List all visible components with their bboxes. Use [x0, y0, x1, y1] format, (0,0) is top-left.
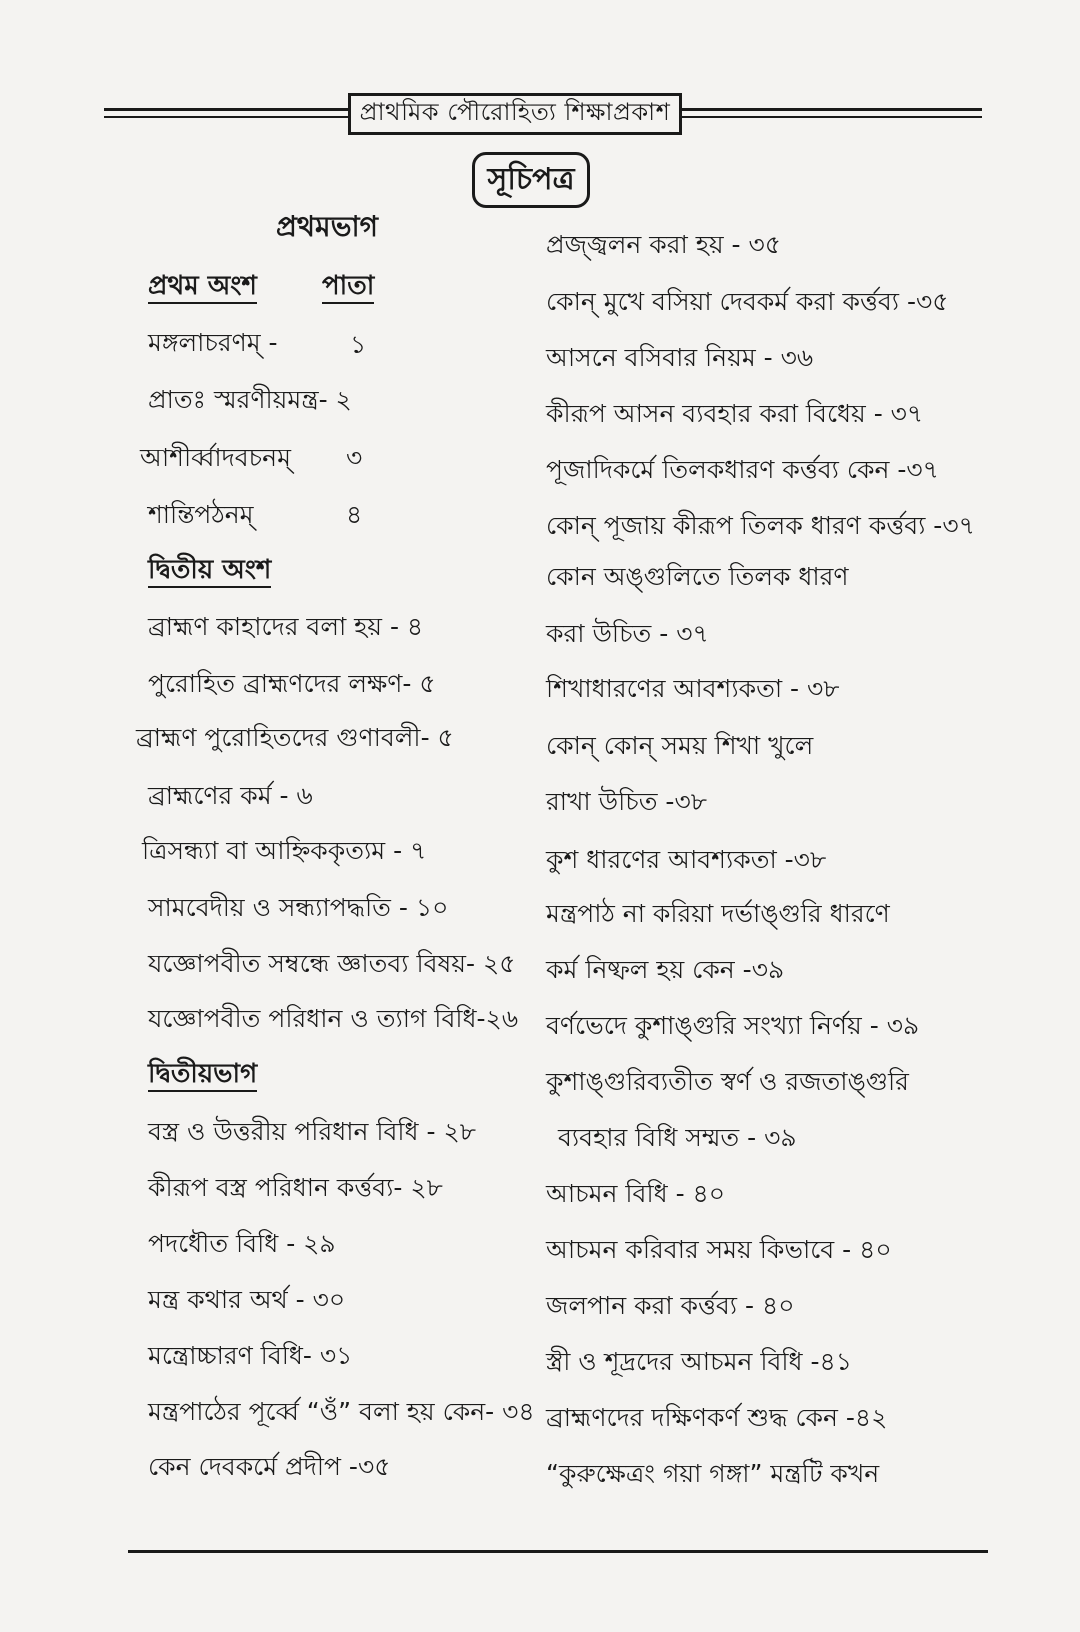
toc-entry: স্ত্রী ও শূদ্রদের আচমন বিধি -৪১ [546, 1347, 852, 1376]
toc-title: সূচিপত্র [472, 152, 590, 208]
toc-entry: “কুরুক্ষেত্রং গয়া গঙ্গা” মন্ত্রটি কখন [546, 1459, 880, 1488]
part2-heading [148, 1058, 257, 1090]
book-title-header: প্রাথমিক পৌরোহিত্য শিক্ষাপ্রকাশ [348, 93, 682, 135]
page-label-text: পাতা [322, 271, 374, 304]
toc-entry: মঙ্গলাচরণম্ - [148, 328, 278, 357]
toc-entry: কীরূপ আসন ব্যবহার করা বিধেয় - ৩৭ [546, 399, 924, 428]
toc-entry: কোন্ পূজায় কীরূপ তিলক ধারণ কর্ত্তব্য -৩৭ [546, 511, 975, 540]
toc-entry: কেন দেবকর্মে প্রদীপ -৩৫ [148, 1452, 391, 1481]
toc-entry: ব্রাহ্মণ পুরোহিতদের গুণাবলী- ৫ [136, 723, 454, 752]
toc-entry: কর্ম নিষ্ফল হয় কেন -৩৯ [546, 955, 785, 984]
toc-entry: মন্ত্র কথার অর্থ - ৩০ [148, 1285, 346, 1314]
toc-entry: পুরোহিত ব্রাহ্মণদের লক্ষণ- ৫ [148, 669, 436, 698]
toc-entry: আচমন করিবার সময় কিভাবে - ৪০ [546, 1235, 892, 1264]
part2-heading-text: দ্বিতীয়ভাগ [148, 1059, 257, 1092]
toc-entry: করা উচিত - ৩৭ [546, 619, 709, 648]
toc-entry: কীরূপ বস্ত্র পরিধান কর্ত্তব্য- ২৮ [148, 1173, 443, 1202]
footer-rule [128, 1550, 988, 1553]
toc-entry: ব্রাহ্মণ কাহাদের বলা হয় - ৪ [148, 612, 424, 641]
header-rule-right-thin [682, 116, 982, 118]
toc-entry: ত্রিসন্ধ্যা বা আহ্নিককৃত্যম - ৭ [142, 836, 427, 865]
toc-entry: কুশ ধারণের আবশ্যকতা -৩৮ [546, 845, 827, 874]
toc-entry: রাখা উচিত -৩৮ [546, 787, 707, 816]
toc-entry: কোন্ কোন্ সময় শিখা খুলে [546, 731, 814, 760]
toc-entry: পূজাদিকর্মে তিলকধারণ কর্ত্তব্য কেন -৩৭ [546, 455, 939, 484]
toc-entry: আচমন বিধি - ৪০ [546, 1179, 726, 1208]
toc-entry-page: ১ [350, 330, 367, 359]
section1-heading-text: প্রথম অংশ [148, 271, 257, 304]
toc-entry: কোন্ মুখে বসিয়া দেবকর্ম করা কর্ত্তব্য -৩৫ [546, 287, 949, 316]
toc-entry: মন্ত্রপাঠের পূর্ব্বে “ওঁ” বলা হয় কেন- ৩৪ [148, 1397, 535, 1426]
header-rule-left [104, 108, 348, 111]
toc-entry: জলপান করা কর্ত্তব্য - ৪০ [546, 1291, 795, 1320]
section2-heading-text: দ্বিতীয় অংশ [148, 555, 271, 588]
toc-entry: যজ্ঞোপবীত সম্বন্ধে জ্ঞাতব্য বিষয়- ২৫ [148, 949, 516, 978]
toc-entry: আশীর্ব্বাদবচনম্ [140, 443, 291, 472]
toc-entry: ব্রাহ্মণদের দক্ষিণকর্ণ শুদ্ধ কেন -৪২ [546, 1403, 888, 1432]
header-rule-left-thin [104, 116, 348, 118]
toc-entry: মন্ত্রোচ্চারণ বিধি- ৩১ [148, 1341, 353, 1370]
toc-entry: যজ্ঞোপবীত পরিধান ও ত্যাগ বিধি-২৬ [148, 1004, 519, 1033]
part1-heading: প্রথমভাগ [276, 210, 378, 243]
toc-entry: মন্ত্রপাঠ না করিয়া দর্ভাঙ্গুরি ধারণে [546, 899, 890, 928]
toc-entry: কোন অঙ্গুলিতে তিলক ধারণ [546, 562, 849, 591]
page-column-label [322, 270, 374, 302]
section2-heading [148, 554, 271, 586]
toc-entry-page: ৩ [346, 443, 363, 472]
toc-entry: পদধৌত বিধি - ২৯ [148, 1229, 336, 1258]
section1-heading [148, 270, 257, 302]
toc-entry: বস্ত্র ও উত্তরীয় পরিধান বিধি - ২৮ [148, 1117, 476, 1146]
toc-entry: কুশাঙ্গুরিব্যতীত স্বর্ণ ও রজতাঙ্গুরি [546, 1067, 909, 1096]
toc-entry: শিখাধারণের আবশ্যকতা - ৩৮ [546, 674, 840, 703]
toc-entry-page: ৪ [346, 500, 363, 529]
toc-entry: সামবেদীয় ও সন্ধ্যাপদ্ধতি - ১০ [148, 893, 449, 922]
toc-entry: ব্যবহার বিধি সম্মত - ৩৯ [558, 1123, 797, 1152]
toc-entry: বর্ণভেদে কুশাঙ্গুরি সংখ্যা নির্ণয় - ৩৯ [546, 1011, 920, 1040]
toc-entry: প্রজ্জ্বলন করা হয় - ৩৫ [546, 230, 781, 259]
toc-entry: প্রাতঃ স্মরণীয়মন্ত্র- ২ [148, 385, 352, 414]
toc-entry: ব্রাহ্মণের কর্ম - ৬ [148, 781, 313, 810]
toc-entry: শান্তিপঠনম্ [148, 500, 254, 529]
toc-entry: আসনে বসিবার নিয়ম - ৩৬ [546, 343, 814, 372]
header-rule-right [682, 108, 982, 111]
